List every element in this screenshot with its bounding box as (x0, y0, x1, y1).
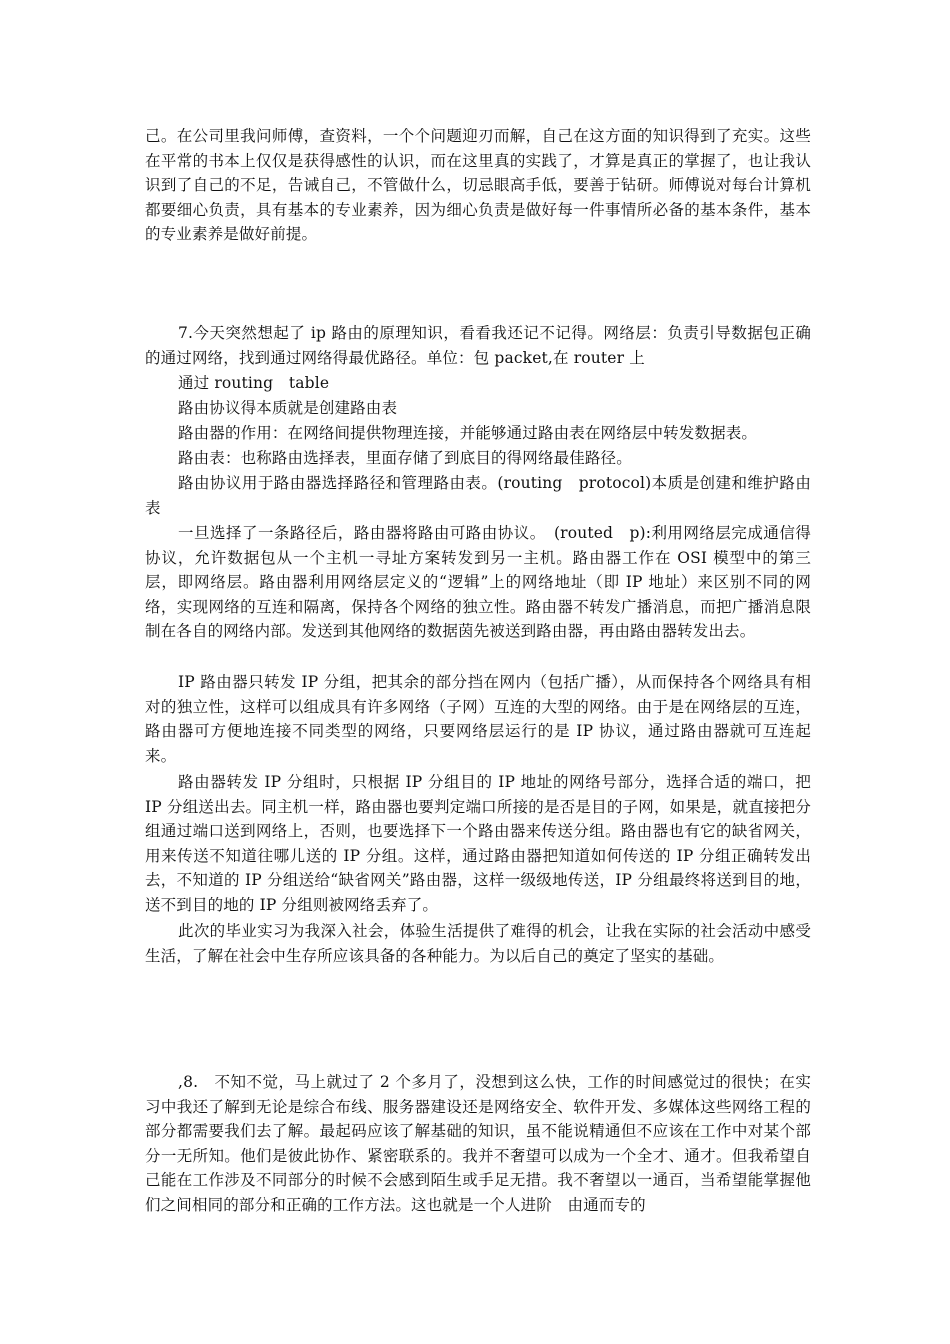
paragraph-intro: 己。在公司里我问师傅，查资料，一个个问题迎刃而解，自己在这方面的知识得到了充实。这些在平常的书本上仅仅是获得感性的认识，而在这里真的实践了，才算是真正的掌握了，也让我认识到了自己的不足，告诫自己，不管做什么，切忌眼高手低，要善于钻研。师傅说对每台计算机都要细心负责，具有基本的专业素养，因为细心负责是做好每一件事情所必备的基本条件，基本的专业素养是做好前提。 (145, 127, 811, 244)
paragraph-internship-summary: 此次的毕业实习为我深入社会，体验生活提供了难得的机会，让我在实际的社会活动中感受生活，了解在社会中生存所应该具备的各种能力。为以后自己的奠定了坚实的基础。 (145, 922, 811, 965)
paragraph-7-heading: 7.今天突然想起了 ip 路由的原理知识，看看我还记不记得。网络层：负责引导数据包正确的通过网络，找到通过网络得最优路径。单位：包 packet,在 router 上 (145, 324, 811, 367)
paragraph-routing-protocol: 路由协议用于路由器选择路径和管理路由表。(routing protocol)本质是创建和维护路由表 (145, 474, 811, 517)
paragraph-protocol-essence: 路由协议得本质就是创建路由表 (178, 399, 398, 417)
paragraph-routing-table: 通过 routing table (178, 374, 330, 392)
paragraph-routing-table-def: 路由表：也称路由选择表，里面存储了到底目的得网络最佳路径。 (178, 449, 632, 467)
paragraph-ip-router: IP 路由器只转发 IP 分组，把其余的部分挡在网内（包括广播），从而保持各个网络具有相对的独立性，这样可以组成具有许多网络（子网）互连的大型的网络。由于是在网络层的互连，路由器可方便地连接不同类型的网络，只要网络层运行的是 IP 协议，通过路由器就可互连起来。 (145, 673, 811, 765)
paragraph-router-function: 路由器的作用：在网络间提供物理连接，并能够通过路由表在网络层中转发数据表。 (178, 424, 758, 442)
paragraph-routed-protocol: 一旦选择了一条路径后，路由器将路由可路由协议。 (routed p):利用网络层完成通信得协议，允许数据包从一个主机一寻址方案转发到另一主机。路由器工作在 OSI 模型中的第三层，即网络层。路由器利用网络层定义的“逻辑”上的网络地址（即 IP 地址）来区别不同的网络，实现网络的互连和隔离，保持各个网络的独立性。路由器不转发广播消息，而把广播消息限制在各自的网络内部。发送到其他网络的数据茵先被送到路由器，再由路由器转发出去。 (145, 524, 811, 641)
paragraph-ip-forwarding: 路由器转发 IP 分组时，只根据 IP 分组目的 IP 地址的网络号部分，选择合适的端口，把 IP 分组送出去。同主机一样，路由器也要判定端口所接的是否是目的子网，如果是，就直接把分组通过端口送到网络上，否则，也要选择下一个路由器来传送分组。路由器也有它的缺省网关，用来传送不知道往哪儿送的 IP 分组。这样，通过路由器把知道如何传送的 IP 分组正确转发出去，不知道的 IP 分组送给“缺省网关”路由器，这样一级级地传送，IP 分组最终将送到目的地，送不到目的地的 IP 分组则被网络丢弃了。 (145, 773, 811, 914)
paragraph-8: ,8. 不知不觉，马上就过了 2 个多月了，没想到这么快，工作的时间感觉过的很快；在实习中我还了解到无论是综合布线、服务器建设还是网络安全、软件开发、多媒体这些网络工程的部分都需要我们去了解。最起码应该了解基础的知识，虽不能说精通但不应该在工作中对某个部分一无所知。他们是彼此协作、紧密联系的。我并不奢望可以成为一个全才、通才。但我希望自己能在工作涉及不同部分的时候不会感到陌生或手足无措。我不奢望以一通百，当希望能掌握他们之间相同的部分和正确的工作方法。这也就是一个人进阶 由通而专的 (145, 1073, 811, 1214)
